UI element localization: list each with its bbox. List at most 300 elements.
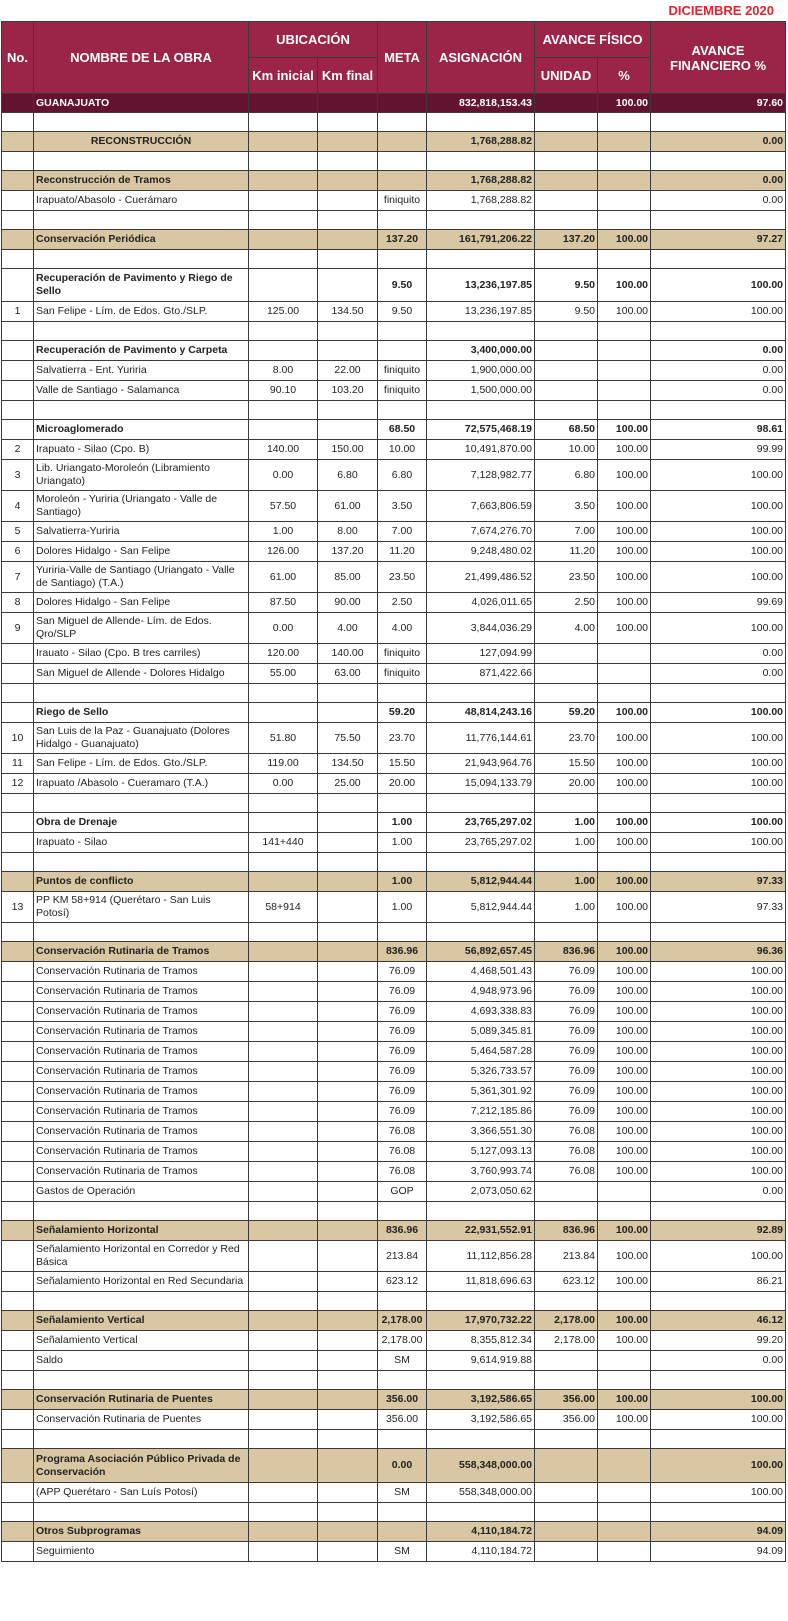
- cell-nombre: RECONSTRUCCIÓN: [34, 132, 249, 152]
- cell-pct: 100.00: [598, 723, 651, 754]
- cell-no: [2, 1449, 34, 1483]
- col-avance-financiero: AVANCE FINANCIERO %: [651, 22, 786, 94]
- cell-pct: [598, 152, 651, 171]
- cell-unidad: [535, 923, 598, 942]
- cell-km-final: 140.00: [318, 644, 378, 664]
- cell-asignacion: 7,212,185.86: [427, 1102, 535, 1122]
- cell-km-final: 85.00: [318, 562, 378, 593]
- cell-meta: [378, 923, 427, 942]
- cell-km-inicial: [249, 1390, 318, 1410]
- table-row: [2, 1102, 786, 1122]
- cell-pct: 100.00: [598, 420, 651, 440]
- cell-unidad: [535, 361, 598, 381]
- section-row: [2, 1522, 786, 1542]
- cell-no: [2, 794, 34, 813]
- cell-asignacion: [427, 923, 535, 942]
- cell-meta: 10.00: [378, 440, 427, 460]
- table-row: [2, 1022, 786, 1042]
- cell-avance-financiero: 100.00: [651, 562, 786, 593]
- cell-nombre: Recuperación de Pavimento y Riego de Sello: [34, 269, 249, 302]
- cell-nombre: San Felipe - Lím. de Edos. Gto./SLP.: [34, 302, 249, 322]
- cell-nombre: Conservación Rutinaria de Tramos: [34, 1002, 249, 1022]
- subsection-row: [2, 703, 786, 723]
- table-row: [2, 1483, 786, 1503]
- table-row: [2, 191, 786, 211]
- cell-meta: 7.00: [378, 522, 427, 542]
- cell-unidad: 836.96: [535, 1221, 598, 1241]
- section-row: [2, 1311, 786, 1331]
- cell-pct: 100.00: [598, 1082, 651, 1102]
- cell-unidad: 137.20: [535, 230, 598, 250]
- cell-nombre: Conservación Rutinaria de Tramos: [34, 1142, 249, 1162]
- cell-nombre: Dolores Hidalgo - San Felipe: [34, 593, 249, 613]
- cell-avance-financiero: 100.00: [651, 542, 786, 562]
- cell-no: [2, 1390, 34, 1410]
- cell-pct: 100.00: [598, 982, 651, 1002]
- cell-meta: finiquito: [378, 664, 427, 684]
- cell-km-final: [318, 420, 378, 440]
- cell-avance-financiero: [651, 794, 786, 813]
- cell-unidad: 23.70: [535, 723, 598, 754]
- cell-asignacion: 5,089,345.81: [427, 1022, 535, 1042]
- cell-unidad: [535, 1430, 598, 1449]
- cell-pct: [598, 171, 651, 191]
- cell-km-inicial: [249, 1082, 318, 1102]
- cell-no: 1: [2, 302, 34, 322]
- cell-unidad: 9.50: [535, 269, 598, 302]
- cell-pct: 100.00: [598, 1241, 651, 1272]
- cell-asignacion: [427, 1503, 535, 1522]
- cell-nombre: [34, 1371, 249, 1390]
- cell-asignacion: [427, 853, 535, 872]
- cell-nombre: Irapuato - Silao (Cpo. B): [34, 440, 249, 460]
- cell-meta: SM: [378, 1351, 427, 1371]
- cell-avance-financiero: 0.00: [651, 1351, 786, 1371]
- cell-km-final: [318, 1430, 378, 1449]
- cell-avance-financiero: 96.36: [651, 942, 786, 962]
- cell-km-inicial: 0.00: [249, 613, 318, 644]
- cell-km-inicial: [249, 269, 318, 302]
- spacer-row: [2, 322, 786, 341]
- cell-no: [2, 1483, 34, 1503]
- cell-unidad: [535, 1542, 598, 1562]
- cell-unidad: 10.00: [535, 440, 598, 460]
- cell-pct: [598, 1430, 651, 1449]
- cell-km-inicial: [249, 191, 318, 211]
- cell-pct: [598, 191, 651, 211]
- cell-avance-financiero: [651, 1503, 786, 1522]
- cell-km-inicial: [249, 1331, 318, 1351]
- cell-km-final: 90.00: [318, 593, 378, 613]
- cell-no: 9: [2, 613, 34, 644]
- cell-no: 7: [2, 562, 34, 593]
- cell-pct: 100.00: [598, 1142, 651, 1162]
- section-row: [2, 230, 786, 250]
- cell-asignacion: 3,366,551.30: [427, 1122, 535, 1142]
- cell-km-final: [318, 1062, 378, 1082]
- cell-meta: 76.08: [378, 1142, 427, 1162]
- cell-avance-financiero: 100.00: [651, 833, 786, 853]
- cell-meta: [378, 322, 427, 341]
- cell-meta: 2,178.00: [378, 1331, 427, 1351]
- cell-pct: 100.00: [598, 491, 651, 522]
- cell-km-final: [318, 269, 378, 302]
- table-row: [2, 1082, 786, 1102]
- cell-asignacion: 22,931,552.91: [427, 1221, 535, 1241]
- cell-avance-financiero: 0.00: [651, 171, 786, 191]
- cell-asignacion: [427, 1292, 535, 1311]
- cell-pct: [598, 1542, 651, 1562]
- table-row: [2, 562, 786, 593]
- cell-no: [2, 191, 34, 211]
- table-row: [2, 1122, 786, 1142]
- col-avance-fisico: AVANCE FÍSICO: [535, 22, 651, 58]
- cell-pct: 100.00: [598, 1122, 651, 1142]
- table-row: [2, 522, 786, 542]
- cell-km-inicial: 57.50: [249, 491, 318, 522]
- cell-km-inicial: [249, 1122, 318, 1142]
- cell-avance-financiero: 97.33: [651, 892, 786, 923]
- cell-km-final: [318, 1292, 378, 1311]
- cell-meta: GOP: [378, 1182, 427, 1202]
- cell-avance-financiero: 98.61: [651, 420, 786, 440]
- cell-nombre: Gastos de Operación: [34, 1182, 249, 1202]
- cell-avance-financiero: [651, 1430, 786, 1449]
- cell-km-inicial: [249, 1182, 318, 1202]
- cell-km-inicial: [249, 962, 318, 982]
- cell-pct: 100.00: [598, 1022, 651, 1042]
- cell-asignacion: [427, 684, 535, 703]
- cell-no: [2, 1241, 34, 1272]
- cell-no: [2, 420, 34, 440]
- cell-avance-financiero: 97.33: [651, 872, 786, 892]
- cell-km-final: [318, 401, 378, 420]
- cell-unidad: [535, 94, 598, 113]
- table-row: [2, 1410, 786, 1430]
- cell-avance-financiero: 100.00: [651, 1082, 786, 1102]
- cell-no: [2, 1221, 34, 1241]
- cell-nombre: [34, 322, 249, 341]
- cell-km-inicial: [249, 250, 318, 269]
- cell-no: 2: [2, 440, 34, 460]
- cell-asignacion: [427, 211, 535, 230]
- cell-no: [2, 923, 34, 942]
- cell-nombre: Conservación Rutinaria de Tramos: [34, 1062, 249, 1082]
- cell-unidad: [535, 794, 598, 813]
- cell-asignacion: 9,614,919.88: [427, 1351, 535, 1371]
- cell-meta: [378, 853, 427, 872]
- cell-meta: [378, 211, 427, 230]
- cell-km-final: [318, 794, 378, 813]
- cell-avance-financiero: 0.00: [651, 1182, 786, 1202]
- cell-asignacion: 558,348,000.00: [427, 1483, 535, 1503]
- cell-meta: 20.00: [378, 774, 427, 794]
- cell-pct: 100.00: [598, 1331, 651, 1351]
- cell-avance-financiero: 100.00: [651, 1002, 786, 1022]
- cell-avance-financiero: 100.00: [651, 1022, 786, 1042]
- cell-asignacion: 871,422.66: [427, 664, 535, 684]
- cell-asignacion: 3,192,586.65: [427, 1410, 535, 1430]
- cell-nombre: Obra de Drenaje: [34, 813, 249, 833]
- cell-km-final: [318, 1182, 378, 1202]
- cell-unidad: [535, 684, 598, 703]
- cell-km-final: 8.00: [318, 522, 378, 542]
- cell-km-inicial: 90.10: [249, 381, 318, 401]
- cell-asignacion: 161,791,206.22: [427, 230, 535, 250]
- cell-no: [2, 1292, 34, 1311]
- cell-km-inicial: [249, 794, 318, 813]
- cell-no: [2, 1522, 34, 1542]
- cell-no: [2, 1202, 34, 1221]
- cell-pct: 100.00: [598, 613, 651, 644]
- cell-km-final: [318, 1390, 378, 1410]
- cell-pct: [598, 1503, 651, 1522]
- cell-meta: 356.00: [378, 1390, 427, 1410]
- cell-meta: [378, 171, 427, 191]
- cell-pct: [598, 322, 651, 341]
- section-row: [2, 1221, 786, 1241]
- table-header: [2, 22, 786, 94]
- cell-unidad: 76.09: [535, 1042, 598, 1062]
- cell-unidad: 76.09: [535, 1022, 598, 1042]
- cell-avance-financiero: 100.00: [651, 1390, 786, 1410]
- cell-avance-financiero: [651, 853, 786, 872]
- cell-meta: [378, 1292, 427, 1311]
- cell-unidad: [535, 381, 598, 401]
- cell-km-final: [318, 1241, 378, 1272]
- cell-km-final: [318, 684, 378, 703]
- cell-km-inicial: [249, 94, 318, 113]
- cell-unidad: 76.08: [535, 1162, 598, 1182]
- cell-km-inicial: 55.00: [249, 664, 318, 684]
- cell-nombre: Salvatierra-Yuriria: [34, 522, 249, 542]
- cell-nombre: Puntos de conflicto: [34, 872, 249, 892]
- cell-asignacion: [427, 322, 535, 341]
- cell-asignacion: 7,674,276.70: [427, 522, 535, 542]
- cell-asignacion: 17,970,732.22: [427, 1311, 535, 1331]
- cell-avance-financiero: 100.00: [651, 1102, 786, 1122]
- cell-no: [2, 1542, 34, 1562]
- cell-no: [2, 1182, 34, 1202]
- cell-km-inicial: [249, 684, 318, 703]
- cell-km-inicial: 0.00: [249, 460, 318, 491]
- cell-nombre: San Luis de la Paz - Guanajuato (Dolores Hidalgo - Guanajuato): [34, 723, 249, 754]
- cell-meta: 15.50: [378, 754, 427, 774]
- cell-km-inicial: [249, 703, 318, 723]
- cell-unidad: 623.12: [535, 1272, 598, 1292]
- spacer-row: [2, 1430, 786, 1449]
- table-row: [2, 1182, 786, 1202]
- cell-km-final: 6.80: [318, 460, 378, 491]
- cell-pct: [598, 794, 651, 813]
- cell-km-inicial: [249, 211, 318, 230]
- cell-km-inicial: 140.00: [249, 440, 318, 460]
- cell-meta: 76.09: [378, 962, 427, 982]
- spacer-row: [2, 853, 786, 872]
- cell-unidad: [535, 171, 598, 191]
- cell-asignacion: 5,812,944.44: [427, 872, 535, 892]
- cell-km-final: [318, 1042, 378, 1062]
- cell-meta: 213.84: [378, 1241, 427, 1272]
- spacer-row: [2, 1503, 786, 1522]
- cell-km-inicial: 126.00: [249, 542, 318, 562]
- cell-unidad: 76.09: [535, 962, 598, 982]
- cell-avance-financiero: 100.00: [651, 703, 786, 723]
- cell-meta: finiquito: [378, 644, 427, 664]
- cell-no: [2, 250, 34, 269]
- table-row: [2, 1351, 786, 1371]
- cell-asignacion: 4,948,973.96: [427, 982, 535, 1002]
- section-row: [2, 872, 786, 892]
- cell-no: [2, 171, 34, 191]
- cell-unidad: 9.50: [535, 302, 598, 322]
- col-km-final: Km final: [318, 58, 378, 94]
- cell-asignacion: 13,236,197.85: [427, 269, 535, 302]
- cell-km-final: [318, 1311, 378, 1331]
- cell-avance-financiero: 100.00: [651, 1162, 786, 1182]
- table-row: [2, 1062, 786, 1082]
- cell-unidad: 1.00: [535, 833, 598, 853]
- cell-no: [2, 1410, 34, 1430]
- cell-unidad: 76.09: [535, 982, 598, 1002]
- cell-pct: 100.00: [598, 1221, 651, 1241]
- cell-asignacion: 56,892,657.45: [427, 942, 535, 962]
- table-row: [2, 1272, 786, 1292]
- section-row: [2, 1449, 786, 1483]
- cell-km-inicial: [249, 1102, 318, 1122]
- cell-asignacion: [427, 1430, 535, 1449]
- section-row: [2, 1390, 786, 1410]
- cell-no: 6: [2, 542, 34, 562]
- cell-unidad: 1.00: [535, 892, 598, 923]
- cell-unidad: 4.00: [535, 613, 598, 644]
- cell-km-inicial: 51.80: [249, 723, 318, 754]
- cell-no: [2, 1122, 34, 1142]
- cell-km-final: [318, 1002, 378, 1022]
- cell-km-inicial: 58+914: [249, 892, 318, 923]
- cell-no: [2, 644, 34, 664]
- spacer-row: [2, 250, 786, 269]
- cell-unidad: 7.00: [535, 522, 598, 542]
- cell-nombre: Conservación Rutinaria de Tramos: [34, 1082, 249, 1102]
- cell-unidad: 2,178.00: [535, 1331, 598, 1351]
- cell-pct: 100.00: [598, 703, 651, 723]
- cell-avance-financiero: [651, 152, 786, 171]
- cell-km-final: [318, 1331, 378, 1351]
- cell-nombre: Conservación Rutinaria de Tramos: [34, 1102, 249, 1122]
- cell-km-inicial: 141+440: [249, 833, 318, 853]
- cell-meta: 2.50: [378, 593, 427, 613]
- cell-no: [2, 1102, 34, 1122]
- cell-nombre: Seguimiento: [34, 1542, 249, 1562]
- col-ubicacion: UBICACIÓN: [249, 22, 378, 58]
- cell-nombre: Señalamiento Horizontal en Red Secundaria: [34, 1272, 249, 1292]
- cell-no: [2, 94, 34, 113]
- cell-asignacion: 4,110,184.72: [427, 1522, 535, 1542]
- cell-meta: [378, 401, 427, 420]
- cell-unidad: [535, 664, 598, 684]
- cell-pct: [598, 401, 651, 420]
- cell-avance-financiero: [651, 1202, 786, 1221]
- cell-nombre: [34, 211, 249, 230]
- cell-avance-financiero: 100.00: [651, 1122, 786, 1142]
- cell-asignacion: 13,236,197.85: [427, 302, 535, 322]
- cell-km-inicial: [249, 1162, 318, 1182]
- cell-km-inicial: [249, 113, 318, 132]
- cell-asignacion: 21,943,964.76: [427, 754, 535, 774]
- cell-meta: finiquito: [378, 191, 427, 211]
- cell-asignacion: 15,094,133.79: [427, 774, 535, 794]
- cell-unidad: 2,178.00: [535, 1311, 598, 1331]
- cell-asignacion: 1,768,288.82: [427, 132, 535, 152]
- table-row: [2, 1002, 786, 1022]
- cell-pct: [598, 1351, 651, 1371]
- cell-no: [2, 269, 34, 302]
- cell-km-final: 75.50: [318, 723, 378, 754]
- col-unidad: UNIDAD: [535, 58, 598, 94]
- cell-nombre: Saldo: [34, 1351, 249, 1371]
- cell-km-inicial: [249, 1202, 318, 1221]
- cell-km-final: 134.50: [318, 754, 378, 774]
- cell-meta: [378, 113, 427, 132]
- cell-asignacion: 4,026,011.65: [427, 593, 535, 613]
- cell-no: [2, 1002, 34, 1022]
- cell-unidad: [535, 132, 598, 152]
- cell-asignacion: 10,491,870.00: [427, 440, 535, 460]
- cell-unidad: 356.00: [535, 1410, 598, 1430]
- table-row: [2, 664, 786, 684]
- table-row: [2, 542, 786, 562]
- cell-asignacion: 1,768,288.82: [427, 191, 535, 211]
- cell-no: [2, 1503, 34, 1522]
- cell-km-inicial: [249, 813, 318, 833]
- cell-km-inicial: [249, 230, 318, 250]
- cell-meta: 68.50: [378, 420, 427, 440]
- cell-pct: 100.00: [598, 942, 651, 962]
- cell-no: [2, 1371, 34, 1390]
- table-row: [2, 593, 786, 613]
- spacer-row: [2, 211, 786, 230]
- cell-no: [2, 962, 34, 982]
- cell-unidad: [535, 322, 598, 341]
- cell-pct: 100.00: [598, 833, 651, 853]
- cell-nombre: Conservación Rutinaria de Tramos: [34, 942, 249, 962]
- cell-no: [2, 813, 34, 833]
- cell-meta: [378, 1522, 427, 1542]
- cell-unidad: 836.96: [535, 942, 598, 962]
- cell-km-inicial: [249, 420, 318, 440]
- cell-km-final: [318, 923, 378, 942]
- cell-km-final: [318, 1503, 378, 1522]
- cell-km-inicial: [249, 1272, 318, 1292]
- cell-km-final: [318, 1142, 378, 1162]
- cell-nombre: PP KM 58+914 (Querétaro - San Luis Potosí): [34, 892, 249, 923]
- cell-nombre: [34, 1202, 249, 1221]
- table-row: [2, 833, 786, 853]
- cell-km-final: 25.00: [318, 774, 378, 794]
- cell-avance-financiero: [651, 401, 786, 420]
- cell-pct: 100.00: [598, 440, 651, 460]
- cell-km-inicial: [249, 1522, 318, 1542]
- cell-unidad: [535, 1503, 598, 1522]
- cell-pct: 100.00: [598, 962, 651, 982]
- total-row: [2, 94, 786, 113]
- cell-no: [2, 853, 34, 872]
- cell-unidad: 356.00: [535, 1390, 598, 1410]
- cell-meta: 836.96: [378, 942, 427, 962]
- cell-no: [2, 833, 34, 853]
- cell-nombre: [34, 853, 249, 872]
